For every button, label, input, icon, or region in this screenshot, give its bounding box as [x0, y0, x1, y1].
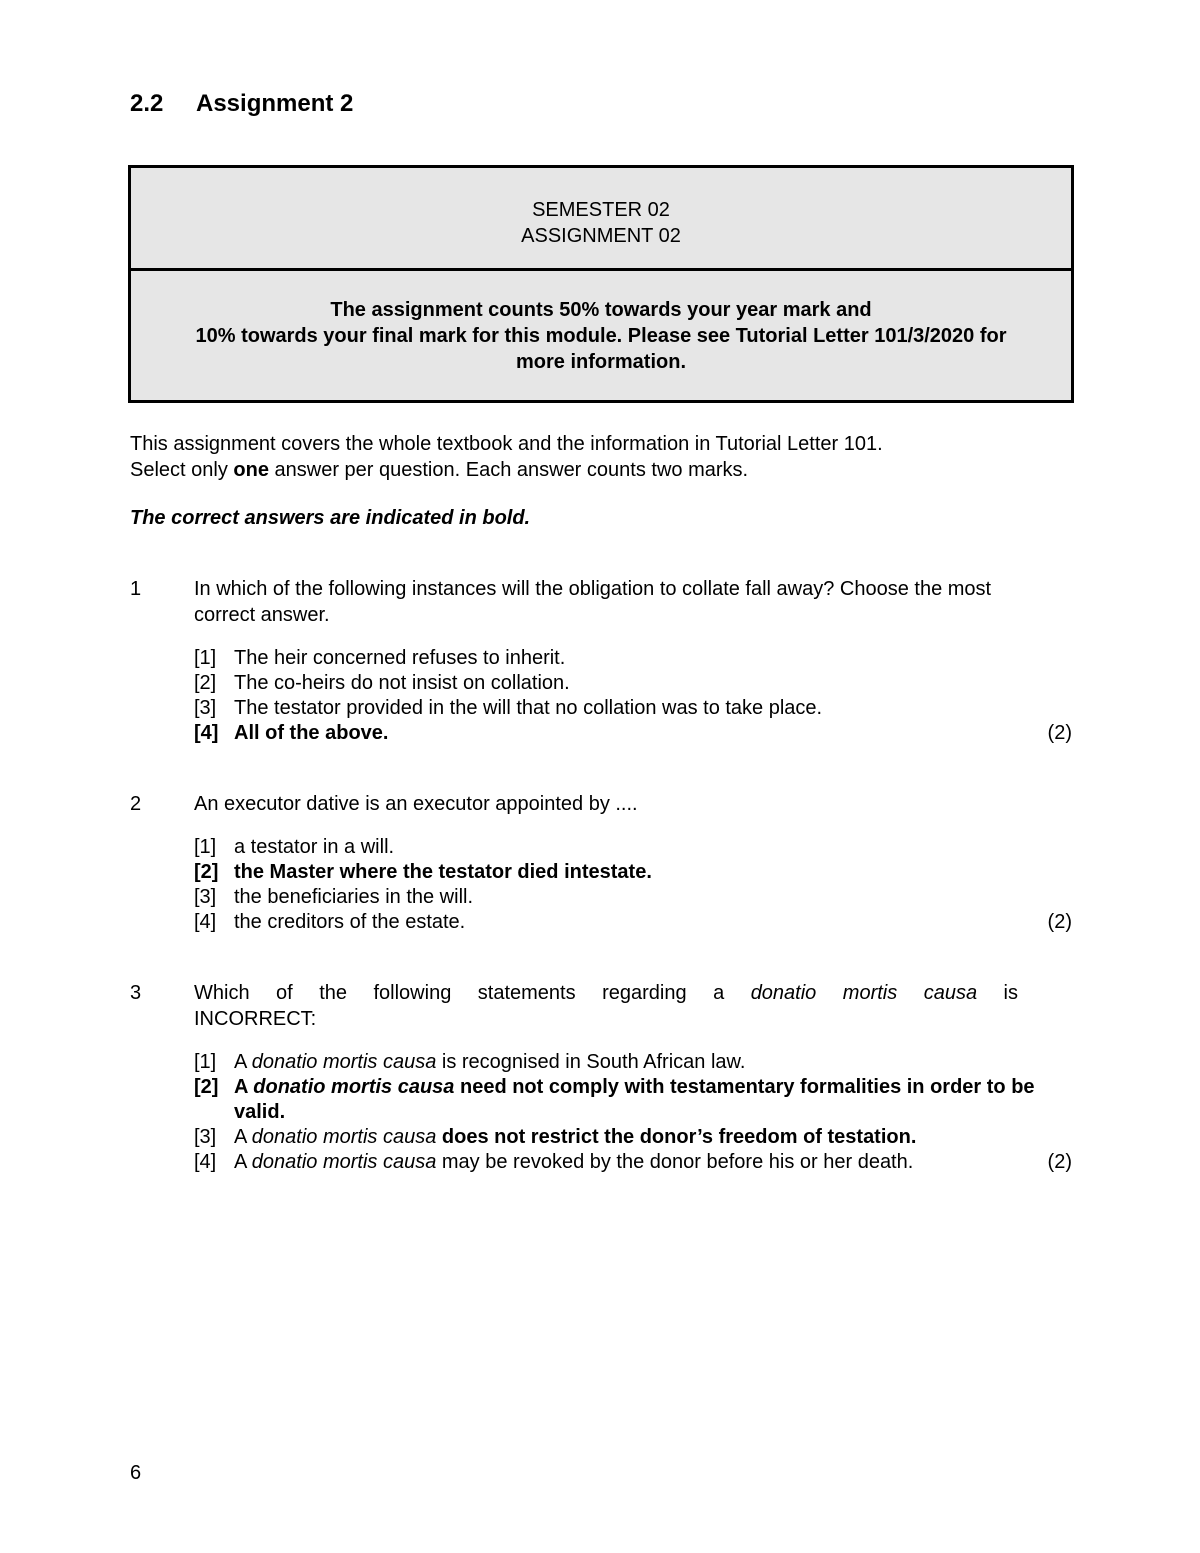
question-text: An executor dative is an executor appointed by ....: [194, 793, 638, 815]
option-2: [2] The co-heirs do not insist on collation.: [194, 672, 570, 694]
answer-options: [194, 1050, 1072, 1175]
assignment-info-box: [128, 165, 1074, 403]
semester-label: SEMESTER 02: [532, 199, 670, 221]
option-4: [4] A donatio mortis causa may be revoked by the donor before his or her death. (2): [194, 1151, 1072, 1173]
intro-line-2: Select only one answer per question. Each answer counts two marks.: [130, 459, 749, 481]
weighting-line-1: The assignment counts 50% towards your year mark and: [330, 299, 872, 321]
option-2-correct: [2] A donatio mortis causa need not comply with testamentary formalities in order to be valid.: [194, 1076, 1035, 1123]
question-2: [130, 791, 1072, 935]
marks: (2): [1047, 1151, 1072, 1173]
answer-options: [194, 646, 1072, 746]
marks: (2): [1047, 722, 1072, 744]
marks: (2): [1047, 911, 1072, 933]
answers-note: The correct answers are indicated in bold.: [130, 507, 531, 529]
option-3: [3] the beneficiaries in the will.: [194, 886, 474, 908]
assignment-label: ASSIGNMENT 02: [521, 225, 681, 247]
option-1: [1] A donatio mortis causa is recognised in South African law.: [194, 1051, 746, 1073]
info-box-header: [131, 168, 1071, 271]
question-text: In which of the following instances will the obligation to collate fall away? Choose the most correct answer.: [194, 578, 992, 626]
weighting-line-3: more information.: [515, 351, 686, 373]
question-3: [130, 980, 1072, 1175]
question-number: 2: [130, 793, 142, 815]
option-3: [3] A donatio mortis causa does not restrict the donor’s freedom of testation.: [194, 1126, 917, 1148]
weighting-line-2: 10% towards your final mark for this module. Please see Tutorial Letter 101/3/2020 for: [195, 325, 1007, 347]
question-number: 1: [130, 578, 142, 600]
option-1: [1] a testator in a will.: [194, 836, 395, 858]
option-4-correct: [4] All of the above. (2): [194, 722, 1072, 744]
section-title: Assignment 2: [196, 90, 354, 117]
emphasis-one: one: [233, 459, 269, 481]
question-text: Which of the following statements regarding a donatio mortis causa is INCORRECT:: [194, 982, 1019, 1030]
option-4: [4] the creditors of the estate. (2): [194, 911, 1072, 933]
section-number: 2.2: [130, 90, 164, 117]
intro-text: [130, 431, 883, 483]
info-box-weighting: [131, 271, 1071, 375]
intro-line-1: This assignment covers the whole textbook and the information in Tutorial Letter 101.: [130, 433, 883, 455]
option-3: [3] The testator provided in the will that no collation was to take place.: [194, 697, 823, 719]
option-1: [1] The heir concerned refuses to inherit.: [194, 647, 566, 669]
page-number: 6: [130, 1462, 142, 1484]
question-1: [130, 576, 1072, 746]
section-heading: [130, 90, 353, 118]
question-number: 3: [130, 982, 142, 1004]
option-2-correct: [2] the Master where the testator died intestate.: [194, 861, 652, 883]
answer-options: [194, 835, 1072, 935]
